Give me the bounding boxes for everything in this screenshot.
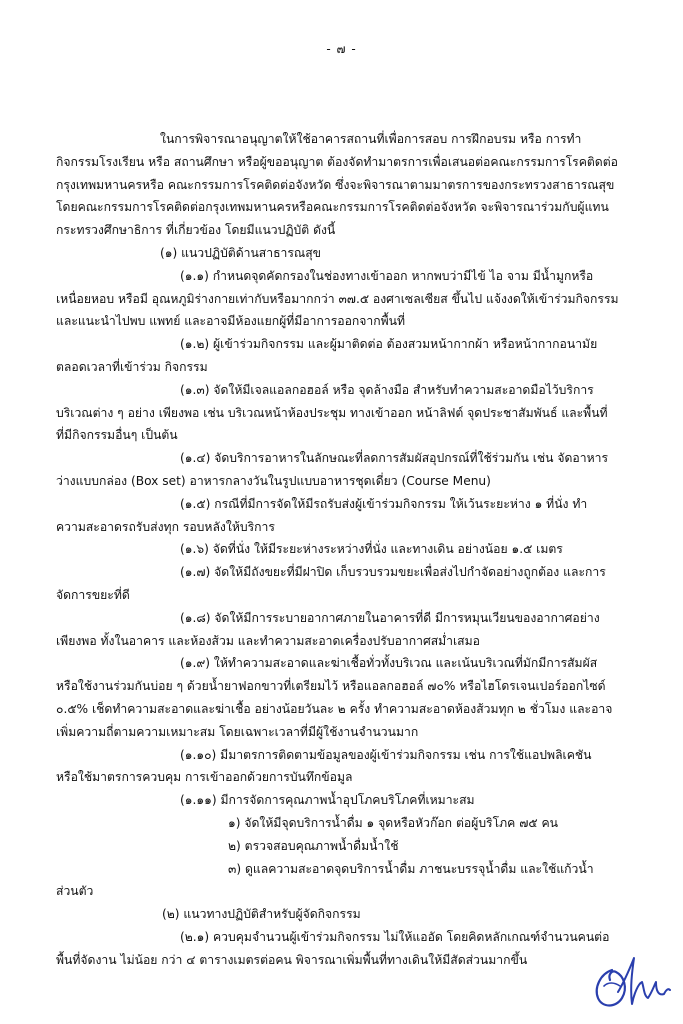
item-1-9-line: (๑.๙) ให้ทำความสะอาดและฆ่าเชื้อทั่วทั้งบริเวณ และเน้นบริเวณที่มักมีการสัมผัส [180, 656, 598, 671]
item-1-3-line: ที่มีกิจกรรมอื่นๆ เป็นต้น [56, 428, 178, 443]
item-1-9-line: เพิ่มความถี่ตามความเหมาะสม โดยเฉพาะเวลาที่มีผู้ใช้งานจำนวนมาก [56, 724, 419, 739]
intro-line: กรุงเทพมหานครหรือ คณะกรรมการโรคติดต่อจังหวัด ซึ่งจะพิจารณาตามมาตรการของกระทรวงสาธารณสุข [56, 177, 615, 192]
item-1-11-sub-line: ๓) ดูแลความสะอาดจุดบริการน้ำดื่ม ภาชนะบรรจุน้ำดื่ม และใช้แก้วน้ำ [228, 861, 594, 876]
signature-drawing [590, 952, 680, 1016]
intro-line: กระทรวงศึกษาธิการ ที่เกี่ยวข้อง โดยมีแนวปฏิบัติ ดังนี้ [56, 223, 336, 238]
section-2-heading: (๒) แนวทางปฏิบัติสำหรับผู้จัดกิจกรรม [162, 907, 361, 922]
item-1-8-line: เพียงพอ ทั้งในอาคาร และห้องส้วม และทำความสะอาดเครื่องปรับอากาศสม่ำเสมอ [56, 633, 480, 648]
item-1-7-line: จัดการขยะที่ดี [56, 587, 130, 602]
intro-line: กิจกรรมโรงเรียน หรือ สถานศึกษา หรือผู้ขออนุญาต ต้องจัดทำมาตรการเพื่อเสนอต่อคณะกรรมการโรคติดต่อ [56, 154, 618, 169]
item-1-6-line: (๑.๖) จัดที่นั่ง ให้มีระยะห่างระหว่างที่นั่ง และทางเดิน อย่างน้อย ๑.๕ เมตร [180, 542, 563, 557]
item-1-2-line: ตลอดเวลาที่เข้าร่วม กิจกรรม [56, 359, 208, 374]
page-number: - ๗ - [326, 42, 357, 56]
item-1-2-line: (๑.๒) ผู้เข้าร่วมกิจกรรม และผู้มาติดต่อ ต้องสวมหน้ากากผ้า หรือหน้ากากอนามัย [180, 337, 598, 352]
item-1-3-line: (๑.๓) จัดให้มีเจลแอลกอฮอล์ หรือ จุดล้างมือ สำหรับทำความสะอาดมือไว้บริการ [180, 382, 594, 397]
section-1-heading: (๑) แนวปฏิบัติด้านสาธารณสุข [160, 245, 321, 260]
item-2-1-line: (๒.๑) ควบคุมจำนวนผู้เข้าร่วมกิจกรรม ไม่ให้แออัด โดยคิดหลักเกณฑ์จำนวนคนต่อ [180, 929, 610, 944]
item-2-1-line: พื้นที่จัดงาน ไม่น้อย กว่า ๔ ตารางเมตรต่อคน พิจารณาเพิ่มพื้นที่ทางเดินให้มีสัดส่วนมากขึ้น [56, 952, 528, 967]
document-body [56, 128, 642, 971]
item-1-1-line: เหนื่อยหอบ หรือมี อุณหภูมิร่างกายเท่ากับหรือมากกว่า ๓๗.๕ องศาเซลเซียส ขึ้นไป แจ้งงดให้เข้าร่วมกิจกรรม [56, 291, 619, 306]
item-1-1-line: และแนะนำไปพบ แพทย์ และอาจมีห้องแยกผู้ที่มีอาการออกจากพื้นที่ [56, 314, 406, 329]
item-1-5-line: (๑.๕) กรณีที่มีการจัดให้มีรถรับส่งผู้เข้าร่วมกิจกรรม ให้เว้นระยะห่าง ๑ ที่นั่ง ทำ [180, 496, 588, 511]
item-1-7-line: (๑.๗) จัดให้มีถังขยะที่มีฝาปิด เก็บรวบรวมขยะเพื่อส่งไปกำจัดอย่างถูกต้อง และการ [180, 565, 606, 580]
item-1-9-line: ๐.๕% เช็ดทำความสะอาดและฆ่าเชื้อ อย่างน้อยวันละ ๒ ครั้ง ทำความสะอาดห้องส้วมทุก ๒ ชั่วโมง และอาจ [56, 701, 613, 716]
item-1-4-line: ว่างแบบกล่อง (Box set) อาหารกลางวันในรูปแบบอาหารชุดเดี่ยว (Course Menu) [56, 473, 491, 488]
item-1-4-line: (๑.๔) จัดบริการอาหารในลักษณะที่ลดการสัมผัสอุปกรณ์ที่ใช้ร่วมกัน เช่น จัดอาหาร [180, 451, 609, 466]
item-1-8-line: (๑.๘) จัดให้มีการระบายอากาศภายในอาคารที่ดี มีการหมุนเวียนของอากาศอย่าง [180, 610, 600, 625]
item-1-11-sub-line: ๑) จัดให้มีจุดบริการน้ำดื่ม ๑ จุดหรือหัวก๊อก ต่อผู้บริโภค ๗๕ คน [228, 815, 558, 830]
item-1-5-line: ความสะอาดรถรับส่งทุก รอบหลังให้บริการ [56, 519, 275, 534]
signature-icon [590, 952, 680, 1016]
item-1-1-line: (๑.๑) กำหนดจุดคัดกรองในช่องทางเข้าออก หากพบว่ามีไข้ ไอ จาม มีน้ำมูกหรือ [180, 268, 594, 283]
item-1-9-line: หรือใช้งานร่วมกันบ่อย ๆ ด้วยน้ำยาฟอกขาวที่เตรียมไว้ หรือแอลกอฮอล์ ๗๐% หรือไฮโดรเจนเปอร์ออกไซด์ [56, 679, 606, 694]
item-1-11-sub-line: ๒) ตรวจสอบคุณภาพน้ำดื่มน้ำใช้ [228, 838, 399, 853]
item-1-3-line: บริเวณต่าง ๆ อย่าง เพียงพอ เช่น บริเวณหน้าห้องประชุม ทางเข้าออก หน้าลิฟต์ จุดประชาสัมพันธ์ และพื้นที่ [56, 405, 608, 420]
item-1-11-line: (๑.๑๑) มีการจัดการคุณภาพน้ำอุปโภคบริโภคที่เหมาะสม [180, 793, 475, 808]
intro-line: โดยคณะกรรมการโรคติดต่อกรุงเทพมหานครหรือคณะกรรมการโรคติดต่อจังหวัด จะพิจารณาร่วมกับผู้แทน [56, 200, 609, 215]
item-1-10-line: หรือใช้มาตรการควบคุม การเข้าออกด้วยการบันทึกข้อมูล [56, 770, 353, 785]
item-1-10-line: (๑.๑๐) มีมาตรการติดตามข้อมูลของผู้เข้าร่วมกิจกรรม เช่น การใช้แอปพลิเคชัน [180, 747, 592, 762]
item-1-11-sub-continuation: ส่วนตัว [56, 884, 94, 899]
intro-line: ในการพิจารณาอนุญาตให้ใช้อาคารสถานที่เพื่อการสอบ การฝึกอบรม หรือ การทำ [160, 132, 582, 146]
